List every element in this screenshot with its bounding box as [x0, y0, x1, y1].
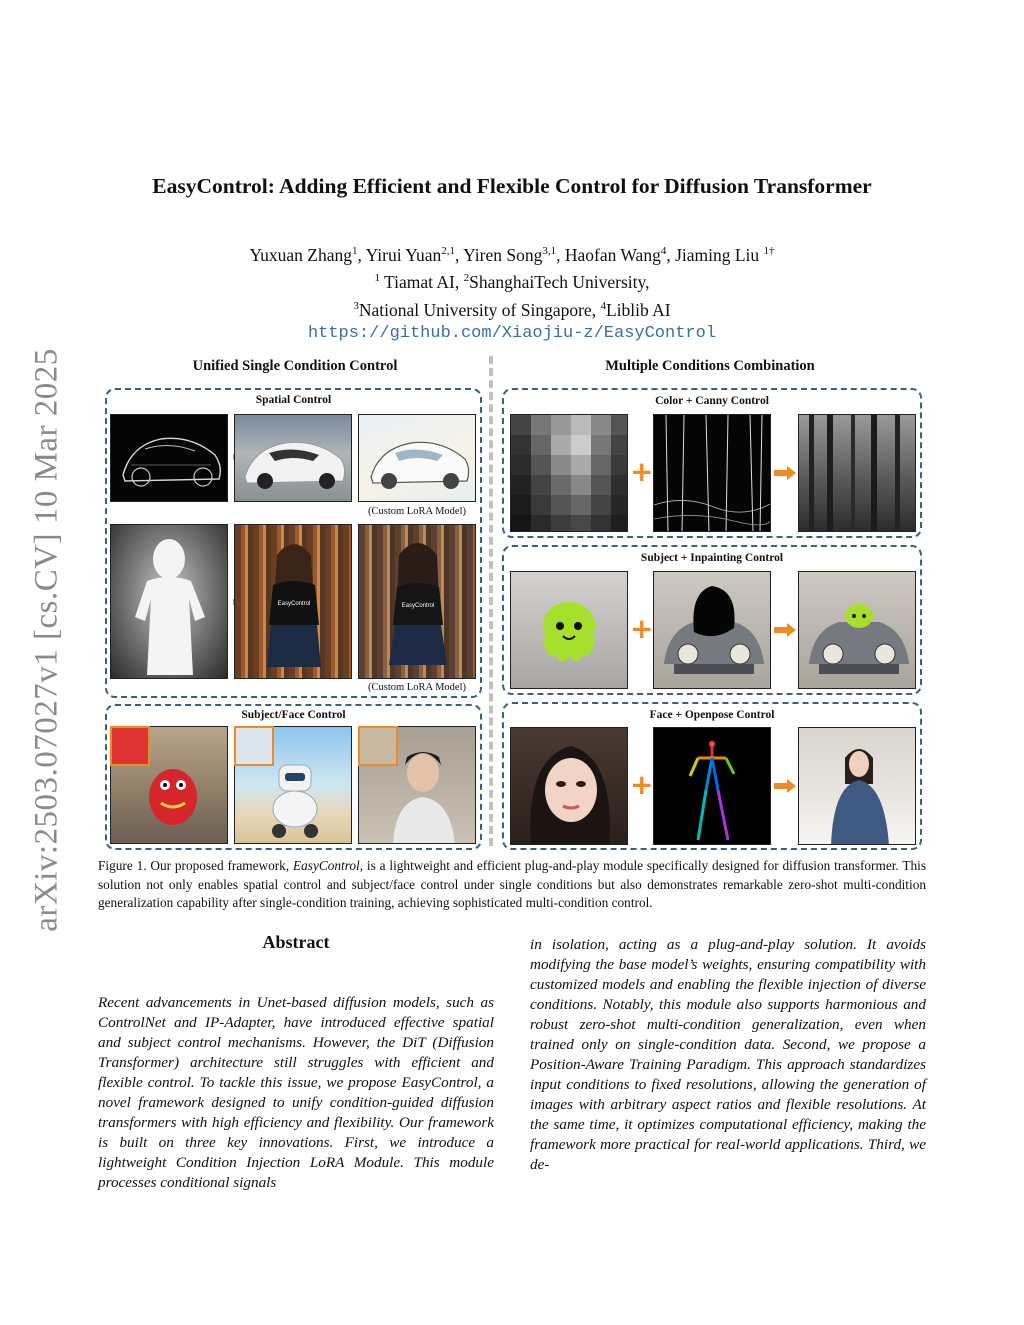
affiliations-line-2: $^3$National University of Singapore, $^4$Liblib AI [353, 299, 671, 320]
spatial-control-label: Spatial Control [255, 394, 332, 406]
forest-output-image [798, 414, 916, 532]
abstract-right-column: in isolation, acting as a plug-and-play solution. It avoids modifying the base model’s weights, ensuring compatibility with customized models and enabling the flexible injection of diverse conditions. Notably, this module also supports harmonious and robust zero-shot multi-condition generalization, even when trained only on single-condition data. Second, we propose a Position-Aware Training Paradigm. This approach standardizes input conditions to fixed resolutions, allowing the generation of images with arbitrary aspect ratios and flexible resolutions. At the same time, it optimizes computational efficiency, making the framework more practical for real-world applications. Third, we de- [530, 936, 926, 1173]
boy-reference-inset [358, 726, 398, 766]
color-canny-box [502, 388, 922, 538]
face-openpose-box [502, 702, 922, 850]
custom-lora-label-2: (Custom LoRA Model) [367, 682, 466, 693]
github-link[interactable]: https://github.com/Xiaojiu-z/EasyControl [307, 323, 717, 343]
subject-face-label: Subject/Face Control [241, 709, 346, 721]
plus-icon: + [630, 455, 654, 488]
subject-face-box [105, 704, 482, 850]
color-canny-label: Color + Canny Control [655, 395, 769, 407]
arrow-right-icon [774, 623, 796, 637]
car-output-image [234, 414, 352, 502]
author-block [0, 240, 1024, 345]
car-canny-image [110, 414, 228, 502]
abstract-heading: Abstract [262, 932, 330, 952]
arrow-right-icon [774, 779, 796, 793]
plus-icon: + [630, 768, 654, 801]
abstract-left-column: Recent advancements in Unet-based diffusion models, such as ControlNet and IP-Adapter, have introduced effective spatial and subject control mechanisms. However, the DiT (Diffusion Transformer) architecture still struggles with efficient and flexible control. To tackle this issue, we propose EasyControl, a novel framework designed to unify condition-guided diffusion transformers with high efficiency and flexibility. Our framework is built on three key innovations. First, we introduce a lightweight Condition Injection LoRA Module. This module processes conditional signals [98, 994, 494, 1191]
octopus-subject-image [510, 571, 628, 689]
custom-lora-label-1: (Custom LoRA Model) [367, 506, 466, 517]
face-reference-image [510, 727, 628, 845]
affiliations-line-1: $^1$ Tiamat AI, $^2$ShanghaiTech University, [374, 272, 650, 293]
forest-canny-image [653, 414, 771, 532]
face-openpose-label: Face + Openpose Control [649, 709, 775, 721]
woman-output-image [234, 524, 352, 679]
car-mask-image [653, 571, 771, 689]
paper-title: EasyControl: Adding Efficient and Flexible Control for Diffusion Transformer [152, 174, 872, 198]
author-list: Yuxuan Zhang$^1$, Yirui Yuan$^{2,1}$, Yiren Song$^{3,1}$, Haofan Wang$^4$, Jiaming Liu $^{1\dagger}$ [249, 244, 775, 265]
color-palette-image [510, 414, 628, 532]
arxiv-stamp: arXiv:2503.07027v1 [cs.CV] 10 Mar 2025 [28, 348, 65, 932]
figure-caption: Figure 1. Our proposed framework, EasyControl, is a lightweight and efficient plug-and-play module specifically designed for diffusion transformer. This solution not only enables spatial control and subject/face control under single conditions but also demonstrates remarkable zero-shot multi-condition generalization capability after single-condition training, achieving sophisticated multi-condition control. [98, 858, 926, 910]
arrow-right-icon [774, 466, 796, 480]
subject-inpainting-box [502, 545, 922, 695]
face-pose-output-image [798, 727, 916, 845]
car-lora-image [358, 414, 476, 502]
openpose-image [653, 727, 771, 845]
car-inpaint-output-image [798, 571, 916, 689]
left-panel-title: Unified Single Condition Control [192, 358, 398, 374]
shirt-logo-text: EasyControl [277, 601, 311, 607]
shirt-logo-text: EasyControl [401, 603, 435, 609]
spatial-control-box [105, 388, 482, 698]
figure-1 [100, 352, 928, 852]
robot-reference-inset [234, 726, 274, 766]
monster-reference-inset [110, 726, 150, 766]
subject-inpainting-label: Subject + Inpainting Control [640, 552, 784, 564]
panel-divider [489, 356, 493, 846]
plus-icon: + [630, 612, 654, 645]
right-panel-title: Multiple Conditions Combination [605, 358, 815, 374]
woman-lora-image [358, 524, 476, 679]
depth-map-image [110, 524, 228, 679]
